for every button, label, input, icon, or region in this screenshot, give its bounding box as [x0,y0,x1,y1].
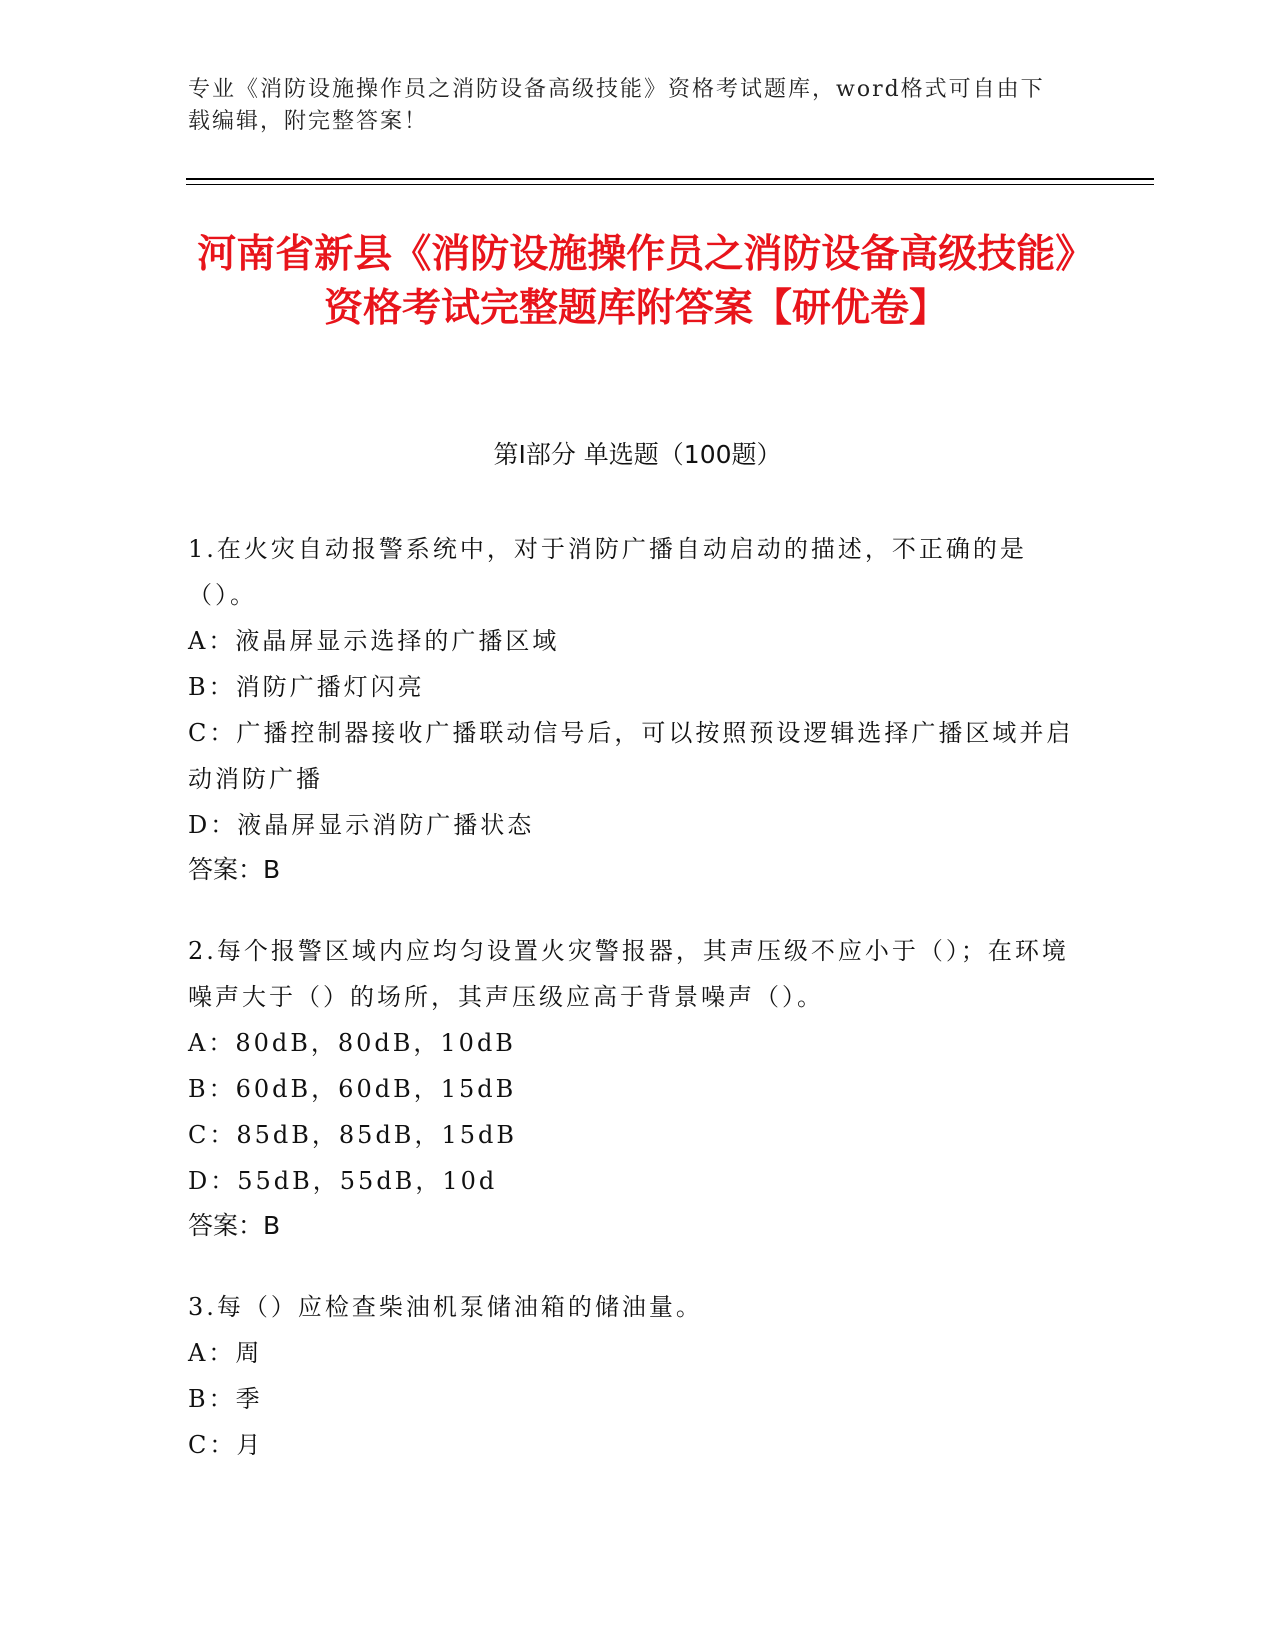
question-stem: 1.在火灾自动报警系统中，对于消防广播自动启动的描述，不正确的是（）。 [188,535,1027,609]
option-c: C：广播控制器接收广播联动信号后，可以按照预设逻辑选择广播区域并启动消防广播 [188,719,1074,793]
answer: 答案：B [188,1211,281,1240]
question-3 [188,1284,1078,1468]
option-a: A：周 [188,1339,263,1367]
header-divider-thin [186,184,1154,185]
option-b: B：季 [188,1385,263,1413]
header-divider-thick [186,178,1154,180]
option-d: D：55dB，55dB，10d [188,1167,498,1195]
option-a: A：80dB，80dB，10dB [188,1029,516,1057]
option-b: B：60dB，60dB，15dB [188,1075,517,1103]
option-a: A：液晶屏显示选择的广播区域 [188,627,560,655]
option-c: C：月 [188,1431,264,1459]
option-c: C：85dB，85dB，15dB [188,1121,517,1149]
question-2 [188,928,1078,1248]
document-title: 河南省新县《消防设施操作员之消防设备高级技能》资格考试完整题库附答案【研优卷】 [197,232,1075,331]
question-list [188,526,1078,1504]
question-stem: 2.每个报警区域内应均匀设置火灾警报器，其声压级不应小于（）；在环境噪声大于（）的场所，其声压级应高于背景噪声（）。 [188,937,1069,1011]
question-stem: 3.每（）应检查柴油机泵储油箱的储油量。 [188,1293,703,1321]
section-heading: 第I部分 单选题（100题） [493,440,782,469]
answer: 答案：B [188,855,281,884]
option-b: B：消防广播灯闪亮 [188,673,425,701]
option-d: D：液晶屏显示消防广播状态 [188,811,535,839]
header-note: 专业《消防设施操作员之消防设备高级技能》资格考试题库，word格式可自由下载编辑，附完整答案！ [188,77,1045,134]
question-1 [188,526,1078,892]
